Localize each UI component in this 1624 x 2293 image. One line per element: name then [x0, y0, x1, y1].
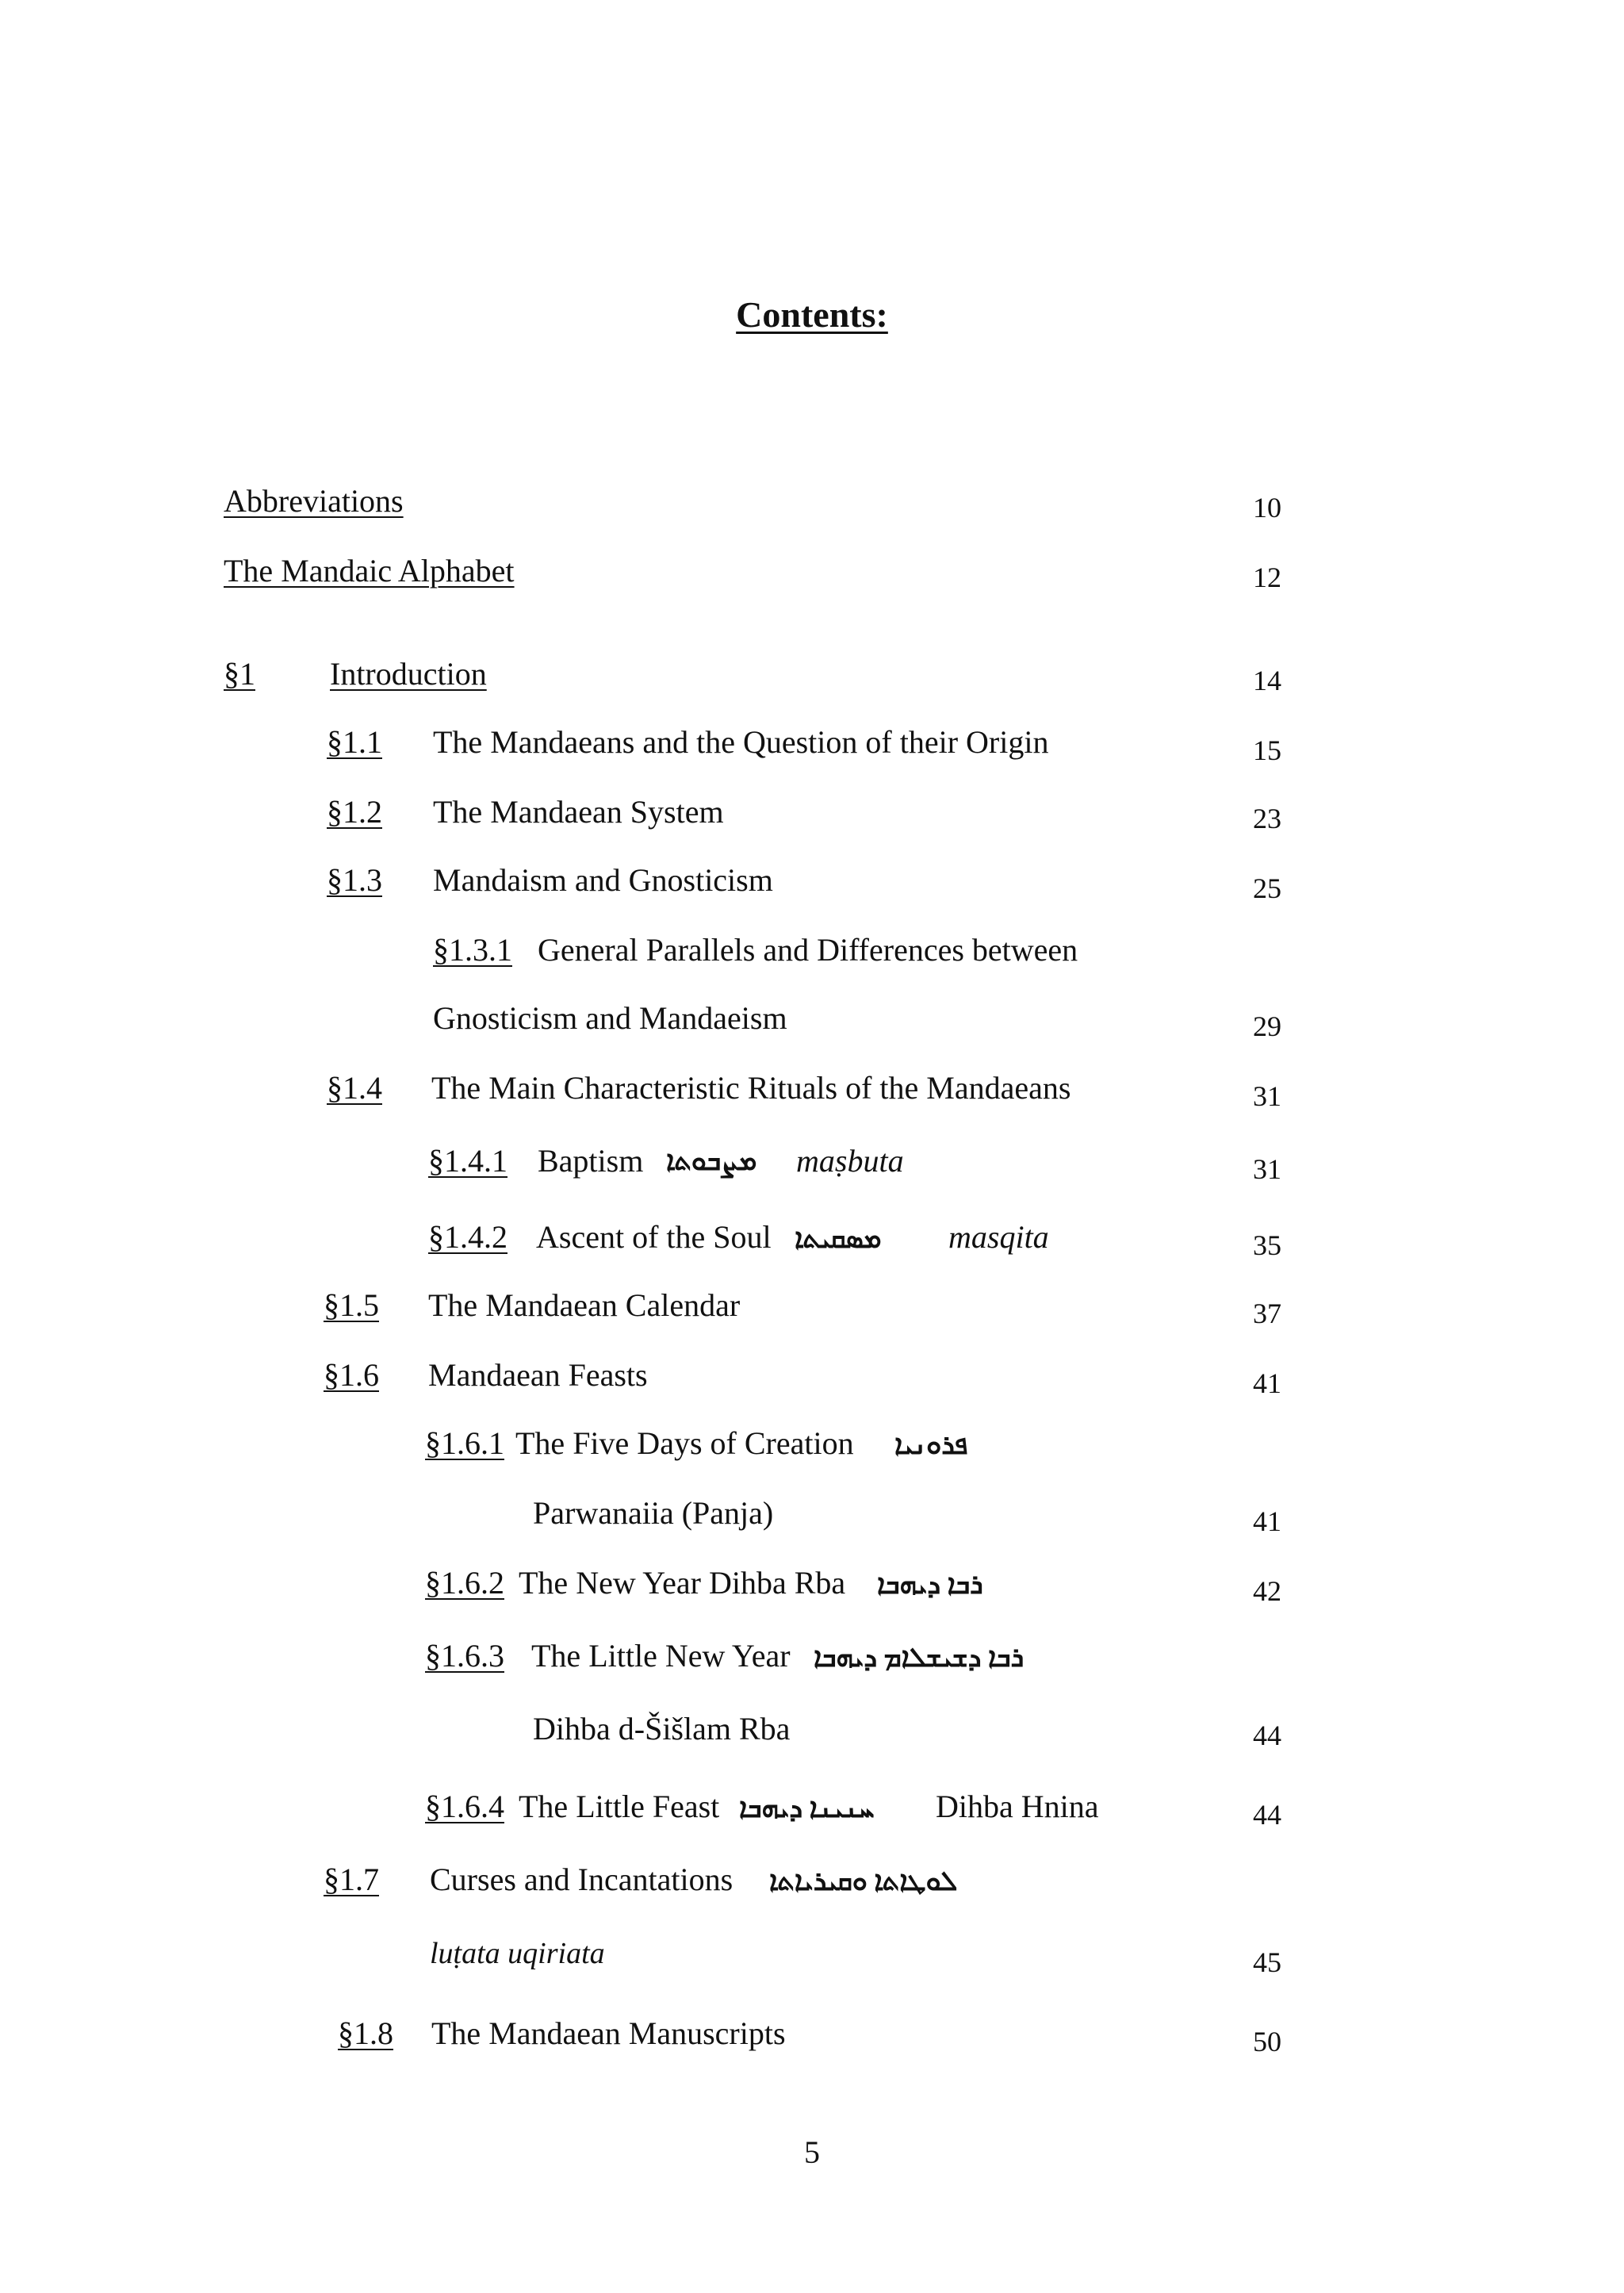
toc-section-1-3-1[interactable]: §1.3.1	[433, 932, 512, 968]
toc-page-1-4-2: 35	[1253, 1229, 1281, 1261]
toc-link-introduction[interactable]: Introduction	[330, 656, 487, 692]
toc-section-1-1[interactable]: §1.1	[327, 724, 382, 760]
mandaic-script-dihba-d-sislam-rba: ܪܒܐ ܕܫܝܫܠܐܡ ܕܝܗܒܐ	[814, 1643, 1025, 1673]
toc-label-1-3-1-cont: Gnosticism and Mandaeism	[433, 1000, 787, 1036]
toc-label-1-1: The Mandaeans and the Question of their Origin	[433, 724, 1049, 760]
toc-page-1-6-1: 41	[1253, 1505, 1281, 1537]
toc-page-1-6: 41	[1253, 1367, 1281, 1399]
toc-label-1-4: The Main Characteristic Rituals of the Mandaeans	[431, 1070, 1071, 1106]
toc-page-1-6-3: 44	[1253, 1720, 1281, 1751]
toc-label-1-4-1: Baptism	[538, 1143, 644, 1179]
contents-title-text: Contents:	[736, 294, 888, 335]
toc-label-1-4-2: Ascent of the Soul	[536, 1219, 772, 1255]
toc-page-1-4-1: 31	[1253, 1153, 1281, 1185]
toc-label-1-6-4: The Little Feast	[519, 1789, 720, 1824]
toc-section-1-2[interactable]: §1.2	[327, 794, 382, 830]
toc-label-1-3: Mandaism and Gnosticism	[433, 862, 773, 898]
toc-label-1-6-2: The New Year Dihba Rba	[519, 1565, 846, 1601]
toc-label-1-6-1-cont: Parwanaiia (Panja)	[533, 1495, 774, 1531]
toc-section-1[interactable]: §1	[224, 656, 255, 692]
page-number: 5	[804, 2134, 820, 2170]
toc-link-mandaic-alphabet[interactable]: The Mandaic Alphabet	[224, 553, 515, 589]
toc-page-abbreviations: 10	[1253, 492, 1281, 523]
toc-label-1-6: Mandaean Feasts	[428, 1357, 648, 1393]
toc-section-1-4[interactable]: §1.4	[327, 1070, 382, 1106]
mandaic-script-dihba-hnina: ܚܢܝܢܐ ܕܝܗܒܐ	[739, 1794, 875, 1823]
toc-page-introduction: 14	[1253, 665, 1281, 696]
toc-section-1-4-1[interactable]: §1.4.1	[428, 1143, 508, 1179]
toc-section-1-8[interactable]: §1.8	[338, 2015, 393, 2051]
mandaic-script-lutata-uqiriata: ܠܘܛܐܬܐ ܘܩܝܪܝܐܬܐ	[769, 1867, 958, 1896]
toc-section-1-5[interactable]: §1.5	[324, 1287, 379, 1323]
toc-page-mandaic-alphabet: 12	[1253, 562, 1281, 593]
toc-label-1-5: The Mandaean Calendar	[428, 1287, 741, 1323]
mandaic-script-parwanaiia: ܦܪܘܢܝܐ	[894, 1431, 968, 1460]
toc-label-1-7: Curses and Incantations	[430, 1862, 733, 1897]
toc-section-1-6[interactable]: §1.6	[324, 1357, 379, 1393]
toc-section-1-6-3[interactable]: §1.6.3	[425, 1638, 504, 1674]
toc-page-1-8: 50	[1253, 2026, 1281, 2057]
toc-label-1-6-4-translit: Dihba Hnina	[936, 1789, 1099, 1824]
toc-section-1-7[interactable]: §1.7	[324, 1862, 379, 1897]
toc-label-1-6-3-cont: Dihba d-Šišlam Rba	[533, 1711, 791, 1747]
toc-page-1-7: 45	[1253, 1946, 1281, 1978]
toc-label-1-2: The Mandaean System	[433, 794, 724, 830]
toc-label-1-3-1: General Parallels and Differences between	[538, 932, 1078, 968]
mandaic-script-masqita: ܡܣܩܝܬܐ	[795, 1225, 882, 1254]
toc-section-1-4-2[interactable]: §1.4.2	[428, 1219, 508, 1255]
toc-section-1-6-2[interactable]: §1.6.2	[425, 1565, 504, 1601]
toc-link-abbreviations[interactable]: Abbreviations	[224, 483, 404, 519]
toc-page-1-5: 37	[1253, 1298, 1281, 1329]
toc-section-1-6-1[interactable]: §1.6.1	[425, 1425, 504, 1461]
toc-page-1-3: 25	[1253, 872, 1281, 904]
toc-page-1-1: 15	[1253, 734, 1281, 766]
toc-translit-1-4-1: maṣbuta	[796, 1143, 904, 1179]
mandaic-script-dihba-rba: ܪܒܐ ܕܝܗܒܐ	[877, 1570, 983, 1600]
toc-page-1-6-4: 44	[1253, 1799, 1281, 1831]
toc-translit-1-4-2: masqita	[948, 1219, 1049, 1255]
contents-title	[0, 293, 1624, 336]
toc-page-1-2: 23	[1253, 803, 1281, 834]
toc-translit-1-7: luṭata uqiriata	[430, 1937, 605, 1970]
toc-page-1-6-2: 42	[1253, 1575, 1281, 1607]
toc-label-1-6-1: The Five Days of Creation	[515, 1425, 854, 1461]
toc-page-1-4: 31	[1253, 1080, 1281, 1112]
toc-section-1-6-4[interactable]: §1.6.4	[425, 1789, 504, 1824]
toc-label-1-6-3: The Little New Year	[531, 1638, 791, 1674]
toc-section-1-3[interactable]: §1.3	[327, 862, 382, 898]
mandaic-script-masbuta: ܡܨܒܘܬܐ	[666, 1147, 757, 1176]
toc-page-1-3-1: 29	[1253, 1010, 1281, 1042]
toc-label-1-8: The Mandaean Manuscripts	[431, 2015, 786, 2051]
